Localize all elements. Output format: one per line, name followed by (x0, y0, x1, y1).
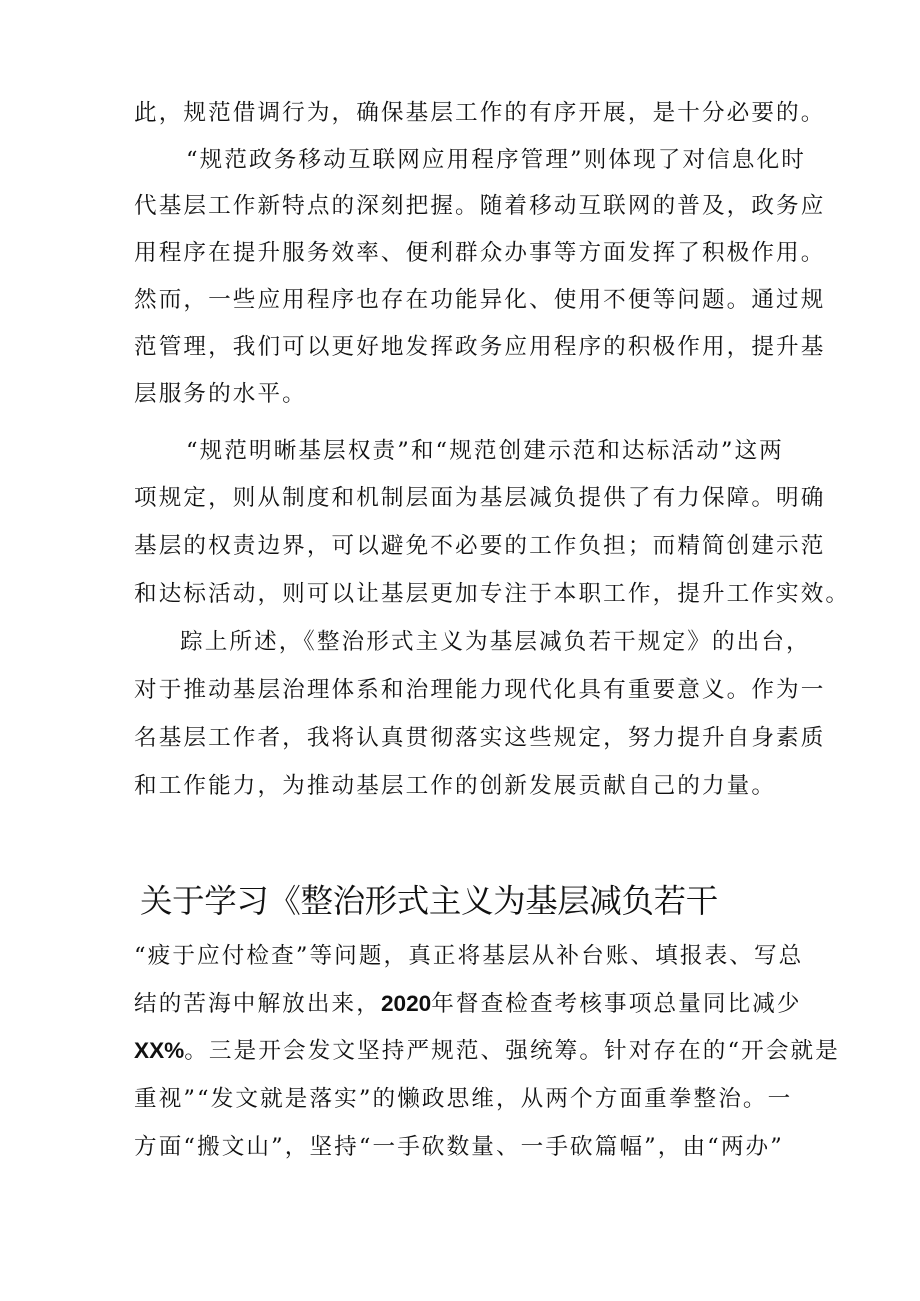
paragraph-line: “规范政务移动互联网应用程序管理”则体现了对信息化时 (186, 147, 806, 173)
text-segment: 结的苦海中解放出来， (134, 991, 381, 1017)
paragraph-line: 层服务的水平。 (134, 381, 307, 407)
paragraph-line: “规范明晰基层权责”和“规范创建示范和达标活动”这两 (186, 438, 784, 464)
paragraph-line: 踪上所述，《整治形式主义为基层减负若干规定》的出台， (180, 629, 811, 655)
paragraph-line: 和工作能力，为推动基层工作的创新发展贡献自己的力量。 (134, 773, 777, 799)
paragraph-line: 范管理，我们可以更好地发挥政务应用程序的积极作用，提升基 (134, 334, 826, 360)
paragraph-line: 项规定，则从制度和机制层面为基层减负提供了有力保障。明确 (134, 485, 826, 511)
text-segment: 。三是开会发文坚持严规范、强统筹。针对存在的“开会就是 (184, 1038, 840, 1064)
paragraph-line (134, 1031, 840, 1071)
year-number: 2020 (380, 991, 432, 1016)
paragraph-line: 和达标活动，则可以让基层更加专注于本职工作，提升工作实效。 (134, 581, 851, 607)
paragraph-line (134, 984, 802, 1024)
paragraph-line: 用程序在提升服务效率、便利群众办事等方面发挥了积极作用。 (134, 240, 826, 266)
paragraph-line: “疲于应付检查”等问题，真正将基层从补台账、填报表、写总 (134, 943, 804, 969)
paragraph-line: 然而，一些应用程序也存在功能异化、使用不便等问题。通过规 (134, 287, 826, 313)
paragraph-line: 名基层工作者，我将认真贯彻落实这些规定，努力提升自身素质 (134, 725, 826, 751)
paragraph-line: 重视”“发文就是落实”的懒政思维，从两个方面重拳整治。一 (134, 1086, 793, 1112)
percentage-value: XX% (134, 1038, 185, 1063)
paragraph-line: 基层的权责边界，可以避免不必要的工作负担；而精简创建示范 (134, 533, 826, 559)
paragraph-line: 对于推动基层治理体系和治理能力现代化具有重要意义。作为一 (134, 677, 826, 703)
paragraph-line: 方面“搬文山”，坚持“一手砍数量、一手砍篇幅”，由“两办” (134, 1134, 784, 1160)
paragraph-line: 代基层工作新特点的深刻把握。随着移动互联网的普及，政务应 (134, 193, 826, 219)
section-heading: 关于学习《整治形式主义为基层减负若干 (140, 882, 718, 920)
paragraph-line: 此，规范借调行为，确保基层工作的有序开展，是十分必要的。 (134, 100, 826, 126)
text-segment: 年督查检查考核事项总量同比减少 (431, 991, 802, 1017)
